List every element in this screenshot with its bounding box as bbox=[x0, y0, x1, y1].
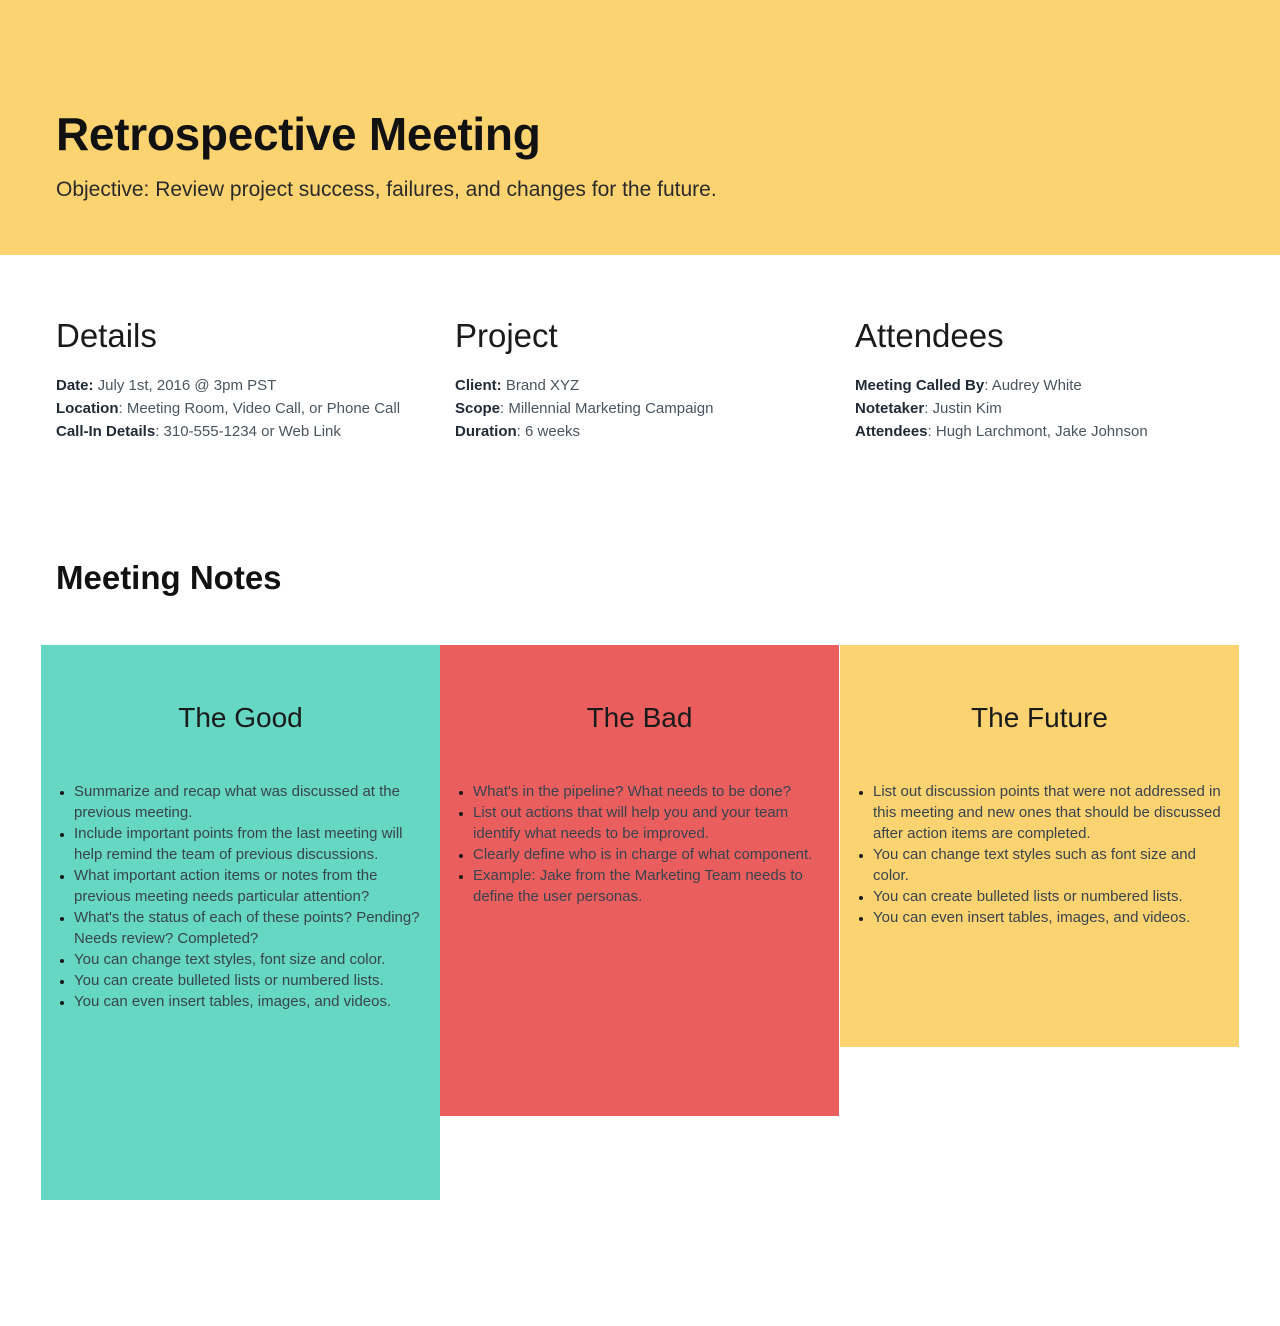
card-the-future bbox=[840, 645, 1239, 1047]
details-value-date: July 1st, 2016 @ 3pm PST bbox=[93, 377, 277, 394]
project-label-scope: Scope bbox=[455, 400, 501, 417]
card-future-title: The Future bbox=[971, 702, 1108, 733]
list-item: • Include important points from the last meeting will help remind the team of previous discussions. bbox=[74, 823, 422, 865]
header-banner bbox=[0, 0, 1280, 255]
meeting-notes-heading: Meeting Notes bbox=[56, 559, 282, 596]
list-item: • You can change text styles such as font size and color. bbox=[873, 844, 1221, 886]
card-the-good bbox=[41, 645, 440, 1200]
details-value-location: : Meeting Room, Video Call, or Phone Call bbox=[118, 400, 401, 417]
list-item: • List out discussion points that were not addressed in this meeting and new ones that should be discussed after action items are completed. bbox=[873, 781, 1221, 844]
attendees-section bbox=[855, 314, 1235, 443]
details-label-date: Date: bbox=[56, 377, 94, 394]
project-value-scope: : Millennial Marketing Campaign bbox=[500, 400, 714, 417]
details-heading: Details bbox=[56, 317, 157, 354]
list-item: • What's the status of each of these points? Pending? Needs review? Completed? bbox=[74, 907, 422, 949]
attendees-value-attendees: : Hugh Larchmont, Jake Johnson bbox=[927, 423, 1148, 440]
details-row-call-in bbox=[56, 420, 436, 443]
project-row-duration bbox=[455, 420, 835, 443]
list-item: • Summarize and recap what was discussed at the previous meeting. bbox=[74, 781, 422, 823]
project-heading: Project bbox=[455, 317, 558, 354]
card-good-list bbox=[57, 781, 422, 1012]
project-label-client: Client: bbox=[455, 377, 502, 394]
attendees-row-notetaker bbox=[855, 397, 1235, 420]
details-label-location: Location bbox=[56, 400, 119, 417]
list-item: • You can change text styles, font size and color. bbox=[74, 949, 422, 970]
page-objective: Objective: Review project success, failures, and changes for the future. bbox=[56, 178, 717, 201]
list-item: • You can create bulleted lists or numbered lists. bbox=[873, 886, 1221, 907]
details-label-call-in: Call-In Details bbox=[56, 423, 156, 440]
attendees-row-attendees bbox=[855, 420, 1235, 443]
card-the-bad bbox=[440, 645, 839, 1116]
card-future-list bbox=[856, 781, 1221, 928]
details-value-call-in: : 310-555-1234 or Web Link bbox=[155, 423, 341, 440]
list-item: • You can even insert tables, images, and videos. bbox=[873, 907, 1221, 928]
list-item: • What's in the pipeline? What needs to be done? bbox=[473, 781, 821, 802]
project-row-scope bbox=[455, 397, 835, 420]
attendees-heading: Attendees bbox=[855, 317, 1004, 354]
card-good-title: The Good bbox=[178, 702, 303, 733]
attendees-value-notetaker: : Justin Kim bbox=[924, 400, 1002, 417]
page-title: Retrospective Meeting bbox=[56, 108, 541, 160]
list-item: • You can even insert tables, images, and videos. bbox=[74, 991, 422, 1012]
attendees-value-called-by: : Audrey White bbox=[984, 377, 1082, 394]
list-item: • What important action items or notes from the previous meeting needs particular attention? bbox=[74, 865, 422, 907]
attendees-row-called-by bbox=[855, 374, 1235, 397]
project-section bbox=[455, 314, 835, 443]
project-row-client bbox=[455, 374, 835, 397]
attendees-label-attendees: Attendees bbox=[855, 423, 928, 440]
details-row-date bbox=[56, 374, 436, 397]
card-bad-list bbox=[456, 781, 821, 907]
project-label-duration: Duration bbox=[455, 423, 517, 440]
card-bad-title: The Bad bbox=[586, 702, 693, 733]
list-item: • List out actions that will help you and your team identify what needs to be improved. bbox=[473, 802, 821, 844]
details-section bbox=[56, 314, 436, 443]
list-item: • Clearly define who is in charge of what component. bbox=[473, 844, 821, 865]
attendees-label-notetaker: Notetaker bbox=[855, 400, 925, 417]
attendees-label-called-by: Meeting Called By bbox=[855, 377, 985, 394]
list-item: • You can create bulleted lists or numbered lists. bbox=[74, 970, 422, 991]
project-value-client: Brand XYZ bbox=[501, 377, 580, 394]
details-row-location bbox=[56, 397, 436, 420]
project-value-duration: : 6 weeks bbox=[516, 423, 581, 440]
list-item: • Example: Jake from the Marketing Team needs to define the user personas. bbox=[473, 865, 821, 907]
